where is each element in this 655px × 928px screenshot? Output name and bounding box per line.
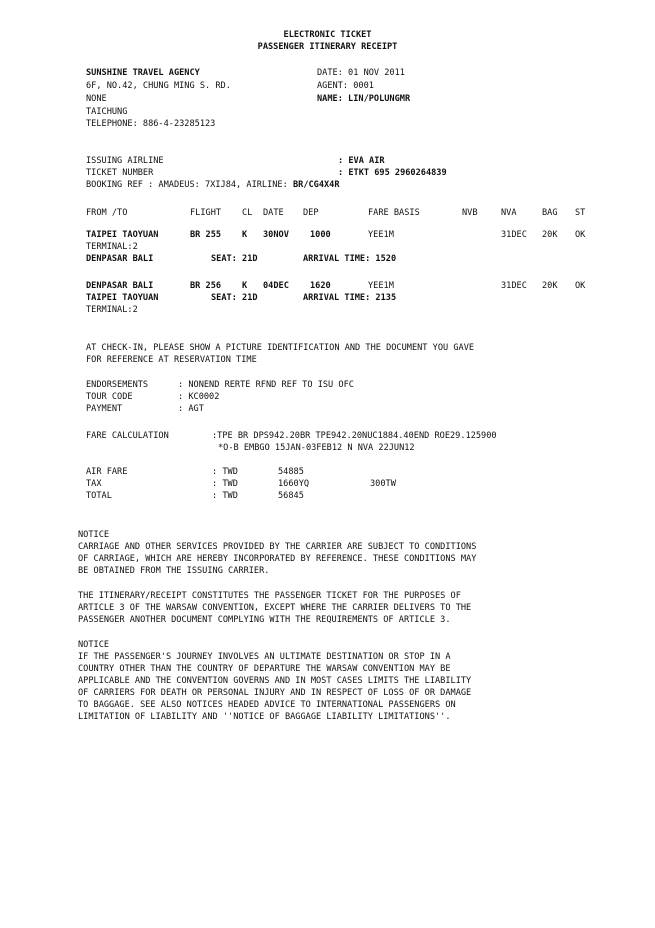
notice-line: APPLICABLE AND THE CONVENTION GOVERNS AND IN MOST CASES LIMITS THE LIABILITY — [78, 676, 472, 686]
col-from-to: FROM /TO — [86, 208, 128, 218]
endorsements-value: : NONEND RERTE RFND REF TO ISU OFC — [178, 380, 354, 390]
booking-ref-text: BOOKING REF : AMADEUS: 7XIJ84, AIRLINE: — [86, 180, 293, 190]
airline-locator: BR/CG4X4R — [292, 180, 340, 190]
segment-flight: BR 256 — [190, 281, 222, 291]
agency-telephone: TELEPHONE: 886-4-23285123 — [86, 119, 216, 129]
fare-calc-line: *O-B EMBGO 15JAN-03FEB12 N NVA 22JUN12 — [218, 443, 415, 453]
segment-terminal-to: TERMINAL:2 — [86, 305, 138, 315]
segment-nva: 31DEC — [501, 230, 527, 240]
segment-seat: SEAT: 21D — [211, 254, 258, 264]
segment-status: OK — [575, 230, 586, 240]
issuing-airline-label: ISSUING AIRLINE — [86, 156, 164, 166]
col-bag: BAG — [542, 208, 558, 218]
fare-calc-label: FARE CALCULATION — [86, 431, 169, 441]
col-dep: DEP — [303, 208, 319, 218]
notice-line: OF CARRIAGE, WHICH ARE HEREBY INCORPORATED BY REFERENCE. THESE CONDITIONS MAY — [78, 554, 477, 564]
issue-date: DATE: 01 NOV 2011 — [317, 68, 405, 78]
agency-city: TAICHUNG — [86, 107, 128, 117]
notice-line: BE OBTAINED FROM THE ISSUING CARRIER. — [78, 566, 270, 576]
segment-seat: SEAT: 21D — [211, 293, 258, 303]
col-st: ST — [575, 208, 586, 218]
segment-arrival: ARRIVAL TIME: 2135 — [303, 293, 397, 303]
agency-name: SUNSHINE TRAVEL AGENCY — [86, 68, 200, 78]
segment-nva: 31DEC — [501, 281, 527, 291]
notice-line: IF THE PASSENGER'S JOURNEY INVOLVES AN ULTIMATE DESTINATION OR STOP IN A — [78, 652, 451, 662]
segment-departure: 1620 — [310, 281, 331, 291]
booking-ref — [86, 180, 340, 191]
air-fare-value: 54885 — [278, 467, 304, 477]
tax-value: 1660YQ — [278, 479, 310, 489]
segment-status: OK — [575, 281, 586, 291]
air-fare-currency: : TWD — [212, 467, 238, 477]
tax-label: TAX — [86, 479, 102, 489]
segment-departure: 1000 — [310, 230, 331, 240]
passenger-name: NAME: LIN/POLUNGMR — [317, 94, 411, 104]
fare-calc-line: :TPE BR DPS942.20BR TPE942.20NUC1884.40END ROE29.125900 — [212, 431, 497, 441]
notice-heading: NOTICE — [78, 530, 110, 540]
segment-date: 30NOV — [263, 230, 289, 240]
agency-address-2: NONE — [86, 94, 107, 104]
segment-fare-basis: YEE1M — [368, 281, 394, 291]
itinerary-notice-line: THE ITINERARY/RECEIPT CONSTITUTES THE PASSENGER TICKET FOR THE PURPOSES OF — [78, 591, 461, 601]
tax-currency: : TWD — [212, 479, 238, 489]
ticket-number-label: TICKET NUMBER — [86, 168, 154, 178]
segment-from: DENPASAR BALI — [86, 281, 154, 291]
total-value: 56845 — [278, 491, 304, 501]
notice-heading: NOTICE — [78, 640, 110, 650]
agent-id: AGENT: 0001 — [317, 81, 374, 91]
agency-address: 6F, NO.42, CHUNG MING S. RD. — [86, 81, 231, 91]
checkin-notice-line: AT CHECK-IN, PLEASE SHOW A PICTURE IDENTIFICATION AND THE DOCUMENT YOU GAVE — [86, 343, 475, 353]
payment-label: PAYMENT — [86, 404, 123, 414]
air-fare-label: AIR FARE — [86, 467, 128, 477]
notice-line: CARRIAGE AND OTHER SERVICES PROVIDED BY THE CARRIER ARE SUBJECT TO CONDITIONS — [78, 542, 477, 552]
itinerary-notice-line: PASSENGER ANOTHER DOCUMENT COMPLYING WITH THE REQUIREMENTS OF ARTICLE 3. — [78, 615, 451, 625]
col-cl: CL — [242, 208, 253, 218]
checkin-notice-line: FOR REFERENCE AT RESERVATION TIME — [86, 355, 257, 365]
segment-class: K — [242, 230, 248, 240]
segment-class: K — [242, 281, 248, 291]
total-label: TOTAL — [86, 491, 112, 501]
tax-value-2: 300TW — [370, 479, 396, 489]
tour-code-label: TOUR CODE — [86, 392, 133, 402]
issuing-airline-value: : EVA AIR — [338, 156, 385, 166]
col-flight: FLIGHT — [190, 208, 222, 218]
col-nvb: NVB — [462, 208, 478, 218]
itinerary-notice-line: ARTICLE 3 OF THE WARSAW CONVENTION, EXCEPT WHERE THE CARRIER DELIVERS TO THE — [78, 603, 472, 613]
notice-line: TO BAGGAGE. SEE ALSO NOTICES HEADED ADVICE TO INTERNATIONAL PASSENGERS ON — [78, 700, 456, 710]
segment-flight: BR 255 — [190, 230, 222, 240]
segment-baggage: 20K — [542, 230, 558, 240]
segment-terminal-from: TERMINAL:2 — [86, 242, 138, 252]
segment-to: DENPASAR BALI — [86, 254, 154, 264]
total-currency: : TWD — [212, 491, 238, 501]
document-subtitle: PASSENGER ITINERARY RECEIPT — [257, 42, 398, 52]
segment-date: 04DEC — [263, 281, 289, 291]
segment-arrival: ARRIVAL TIME: 1520 — [303, 254, 397, 264]
tour-code-value: : KC0002 — [178, 392, 220, 402]
segment-fare-basis: YEE1M — [368, 230, 394, 240]
notice-line: COUNTRY OTHER THAN THE COUNTRY OF DEPARTURE THE WARSAW CONVENTION MAY BE — [78, 664, 451, 674]
document-title: ELECTRONIC TICKET — [283, 30, 372, 40]
notice-line: OF CARRIERS FOR DEATH OR PERSONAL INJURY AND IN RESPECT OF LOSS OF OR DAMAGE — [78, 688, 472, 698]
endorsements-label: ENDORSEMENTS — [86, 380, 149, 390]
col-date: DATE — [263, 208, 284, 218]
col-fare-basis: FARE BASIS — [368, 208, 420, 218]
segment-from: TAIPEI TAOYUAN — [86, 230, 159, 240]
col-nva: NVA — [501, 208, 517, 218]
segment-baggage: 20K — [542, 281, 558, 291]
payment-value: : AGT — [178, 404, 204, 414]
notice-line: LIMITATION OF LIABILITY AND ''NOTICE OF BAGGAGE LIABILITY LIMITATIONS''. — [78, 712, 451, 722]
segment-to: TAIPEI TAOYUAN — [86, 293, 159, 303]
ticket-number-value: : ETKT 695 2960264839 — [338, 168, 447, 178]
